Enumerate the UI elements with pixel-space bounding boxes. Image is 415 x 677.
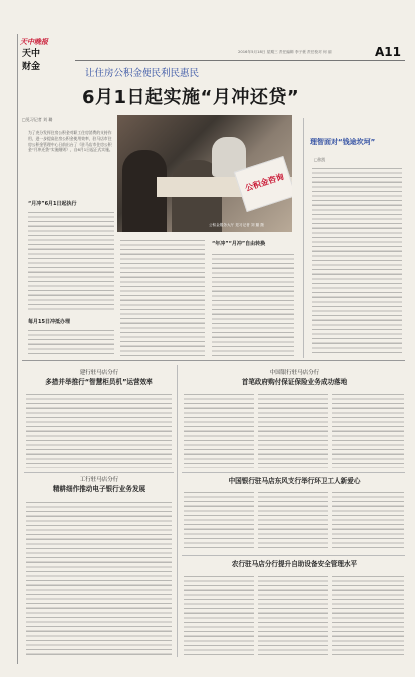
newspaper-logo: 天中晚报 <box>20 38 48 46</box>
article2-title: 首笔政府购付保证保险业务成功落地 <box>241 378 348 386</box>
lead-text-col1a <box>28 210 114 312</box>
article1-title: 多措并举推行“智慧柜员机”运营效率 <box>45 378 153 386</box>
lead-byline: □见习记者 刘 璐 <box>22 117 53 122</box>
masthead-rule <box>75 60 405 61</box>
article5-text-b <box>258 574 328 656</box>
article4-title: 精耕细作推动电子银行业务发展 <box>52 485 146 493</box>
side-title: 理智面对“钱途坎坷” <box>310 138 376 146</box>
lead-intro: 为了充分发挥住房公积金对职工住房消费的支持作用，进一步提高住房公积金使用效率，驻马店市住房公积金管理中心日前出台了《驻马店市住房公积金“月冲还贷”实施细则》，自6月1日起正式实施。 <box>28 130 113 153</box>
article3-text-a <box>184 490 254 550</box>
date-line: 2016年5月18日 星期三 责任编辑 李子豪 责任校对 何 丽 <box>238 50 332 54</box>
article3-text-b <box>258 490 328 550</box>
article4-text <box>26 500 172 655</box>
mid-separator <box>177 365 178 657</box>
article5-text-c <box>332 574 404 656</box>
page-number: A11 <box>375 45 401 59</box>
lead-text-col2 <box>120 238 205 356</box>
article2-text-c <box>332 392 404 468</box>
lead-divider <box>22 360 405 361</box>
side-text <box>312 166 402 356</box>
lead-subhead-3: “年冲”“月冲”自由转换 <box>212 241 266 247</box>
article4-divider <box>24 472 174 473</box>
side-byline: □张凯 <box>314 157 326 162</box>
lead-photo <box>117 115 292 232</box>
left-rule <box>17 34 18 664</box>
article4-kicker: 工行驻马店分行 <box>79 477 119 483</box>
article3-divider <box>182 472 405 473</box>
photo-caption: 公积金服务大厅 见习记者 刘 璐 摄 <box>209 223 264 227</box>
lead-kicker: 让住房公积金便民利民惠民 <box>85 68 200 79</box>
article1-text <box>26 392 172 468</box>
lead-headline: 6月1日起实施“月冲还贷” <box>82 87 300 108</box>
article1-kicker: 建行驻马店分行 <box>79 370 119 376</box>
article3-title: 中国银行驻马店东风支行举行环卫工人新爱心 <box>228 477 361 485</box>
lead-text-col3 <box>212 252 294 356</box>
article5-divider <box>182 555 405 556</box>
side-separator <box>303 118 304 358</box>
article2-text-b <box>258 392 328 468</box>
article5-title: 农行驻马店分行提升自助设备安全管理水平 <box>231 560 358 568</box>
article5-text-a <box>184 574 254 656</box>
article3-text-c <box>332 490 404 550</box>
photo-sign-text: 公积金咨询 <box>244 172 285 194</box>
masthead <box>0 0 415 70</box>
lead-subhead-1: “月冲”6月1日起执行 <box>28 201 77 207</box>
lead-subhead-2: 每月15日冲抵办理 <box>28 319 70 325</box>
article2-text-a <box>184 392 254 468</box>
section-name: 天中 财金 <box>22 49 41 72</box>
lead-text-col1b <box>28 328 114 356</box>
article2-kicker: 中国银行驻马店分行 <box>269 370 320 376</box>
